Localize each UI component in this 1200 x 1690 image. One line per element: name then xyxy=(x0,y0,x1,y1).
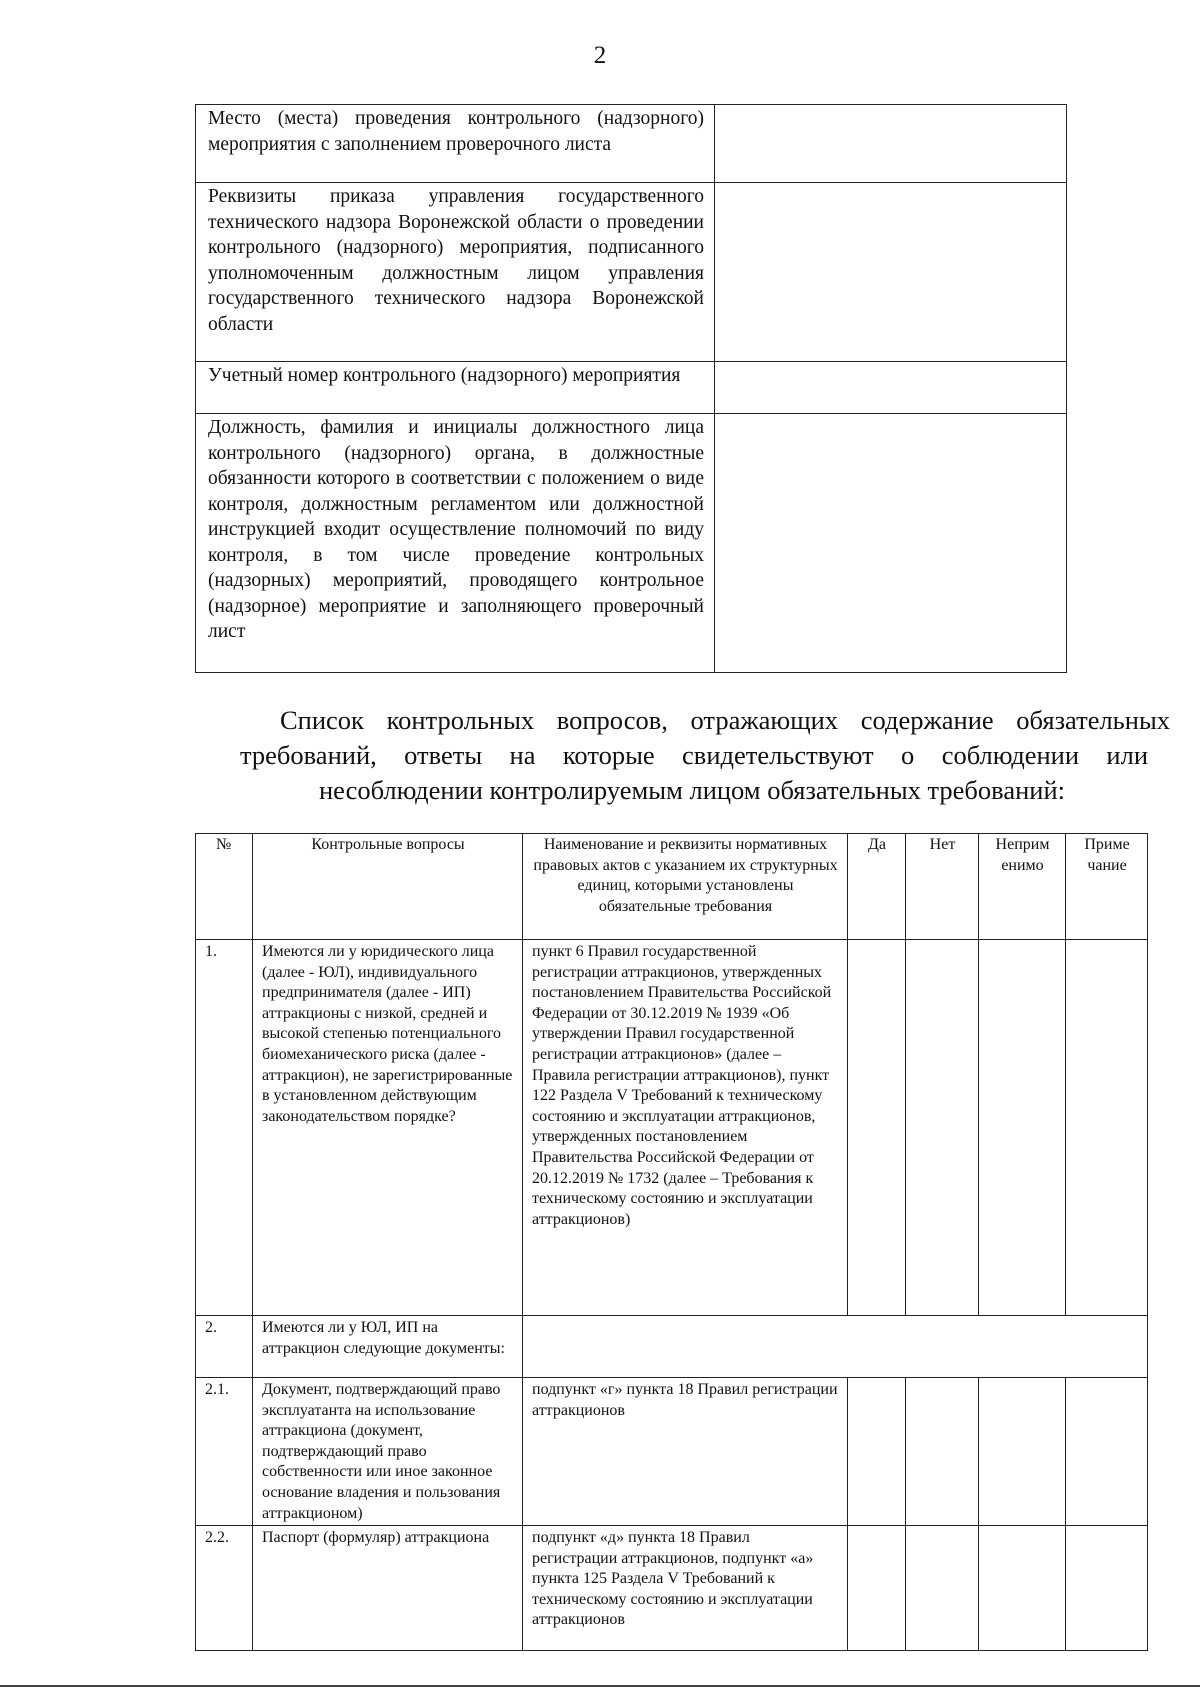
page-bottom-divider xyxy=(0,1685,1200,1687)
header-num: № xyxy=(196,834,253,940)
header-note: Приме чание xyxy=(1066,834,1148,940)
inspection-info-table xyxy=(195,104,1067,673)
answer-no-cell[interactable] xyxy=(906,1378,979,1526)
answer-na-cell[interactable] xyxy=(979,940,1066,1316)
info-row xyxy=(196,414,1067,673)
page-number: 2 xyxy=(593,42,607,69)
table-header-row xyxy=(196,834,1148,940)
row-question: Паспорт (формуляр) аттракциона xyxy=(253,1526,523,1651)
note-cell[interactable] xyxy=(1066,940,1148,1316)
header-acts: Наименование и реквизиты нормативных правовых актов с указанием их структурных единиц, которыми установлены обязательные требования xyxy=(523,834,848,940)
row-acts: пункт 6 Правил государственной регистрации аттракционов, утвержденных постановлением Правительства Российской Федерации от 30.12.2019 № 1939 «Об утверждении Правил государственной регистрации аттракционов» (далее – Правила регистрации аттракционов), пункт 122 Раздела V Требований к техническому состоянию и эксплуатации аттракционов, утвержденных постановлением Правительства Российской Федерации от 20.12.2019 № 1732 (далее – Требования к техническому состоянию и эксплуатации аттракционов) xyxy=(523,940,848,1316)
row-num: 2.1. xyxy=(196,1378,253,1526)
info-row xyxy=(196,183,1067,362)
heading-line: Список контрольных вопросов, отражающих содержание обязательных xyxy=(280,705,1170,735)
row-num: 1. xyxy=(196,940,253,1316)
row-question: Имеются ли у юридического лица (далее - ЮЛ), индивидуального предпринимателя (далее - ИП) аттракционы с низкой, средней и высокой степенью потенциального биомеханического риска (далее - аттракцион), не зарегистрированные в установленном действующим законодательством порядке? xyxy=(253,940,523,1316)
answer-yes-cell[interactable] xyxy=(848,1526,906,1651)
row-question: Имеются ли у ЮЛ, ИП на аттракцион следующие документы: xyxy=(253,1316,523,1378)
heading-line: несоблюдении контролируемым лицом обязательных требований: xyxy=(318,775,1065,805)
checklist-questions-table xyxy=(195,833,1148,1651)
table-row xyxy=(196,1378,1148,1526)
info-label: Реквизиты приказа управления государственного технического надзора Воронежской области о проведении контрольного (надзорного) мероприятия, подписанного уполномоченным должностным лицом управления государственного технического надзора Воронежской области xyxy=(196,183,715,362)
table-row xyxy=(196,940,1148,1316)
row-num: 2.2. xyxy=(196,1526,253,1651)
info-value-cell xyxy=(715,414,1067,673)
answer-yes-cell[interactable] xyxy=(848,940,906,1316)
answer-no-cell[interactable] xyxy=(906,1526,979,1651)
info-value-cell xyxy=(715,362,1067,414)
row-acts: подпункт «д» пункта 18 Правил регистрации аттракционов, подпункт «а» пункта 125 Раздела V Требований к техническому состоянию и эксплуатации аттракционов xyxy=(523,1526,848,1651)
info-label: Должность, фамилия и инициалы должностного лица контрольного (надзорного) органа, в должностные обязанности которого в соответствии с положением о виде контроля, должностным регламентом или должностной инструкцией входит осуществление полномочий по виду контроля, в том числе проведение контрольных (надзорных) мероприятий, проводящего контрольное (надзорное) мероприятие и заполняющего проверочный лист xyxy=(196,414,715,673)
info-row xyxy=(196,105,1067,183)
row-question: Документ, подтверждающий право эксплуатанта на использование аттракциона (документ, подтверждающий право собственности или иное законное основание владения и пользования аттракционом) xyxy=(253,1378,523,1526)
info-label: Место (места) проведения контрольного (надзорного) мероприятия с заполнением проверочного листа xyxy=(196,105,715,183)
header-yes: Да xyxy=(848,834,906,940)
info-value-cell xyxy=(715,183,1067,362)
header-no: Нет xyxy=(906,834,979,940)
row-num: 2. xyxy=(196,1316,253,1378)
info-row xyxy=(196,362,1067,414)
answer-yes-cell[interactable] xyxy=(848,1378,906,1526)
row-acts-merged xyxy=(523,1316,1148,1378)
table-row xyxy=(196,1316,1148,1378)
info-value-cell xyxy=(715,105,1067,183)
answer-no-cell[interactable] xyxy=(906,940,979,1316)
answer-na-cell[interactable] xyxy=(979,1378,1066,1526)
note-cell[interactable] xyxy=(1066,1378,1148,1526)
table-row xyxy=(196,1526,1148,1651)
row-acts: подпункт «г» пункта 18 Правил регистрации аттракционов xyxy=(523,1378,848,1526)
heading-line: требований, ответы на которые свидетельствуют о соблюдении или xyxy=(240,740,1148,770)
header-not-applicable: Неприм енимо xyxy=(979,834,1066,940)
note-cell[interactable] xyxy=(1066,1526,1148,1651)
info-label: Учетный номер контрольного (надзорного) мероприятия xyxy=(196,362,715,414)
answer-na-cell[interactable] xyxy=(979,1526,1066,1651)
checklist-heading xyxy=(240,703,1170,808)
header-question: Контрольные вопросы xyxy=(253,834,523,940)
